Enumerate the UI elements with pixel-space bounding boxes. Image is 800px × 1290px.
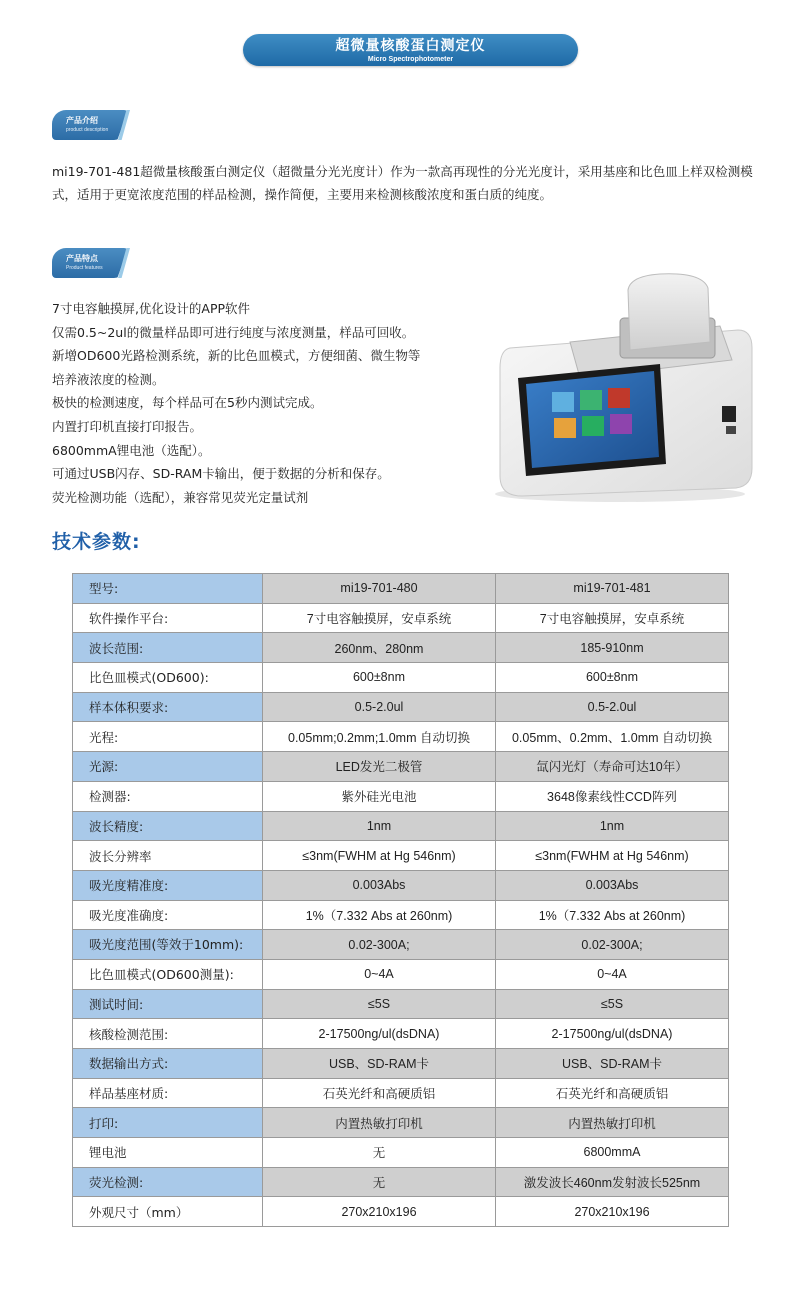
spec-value-481: 激发波长460nm发射波长525nm <box>496 1167 729 1197</box>
feature-item: 培养液浓度的检测。 <box>52 371 165 387</box>
spec-value-481: mi19-701-481 <box>496 574 729 604</box>
feature-item: 极快的检测速度，每个样品可在5秒内测试完成。 <box>52 395 323 411</box>
spec-value-480: 内置热敏打印机 <box>263 1108 496 1138</box>
table-row <box>73 752 729 782</box>
section-tag-intro-subtitle: product description <box>66 127 109 133</box>
spec-value-480: 无 <box>263 1138 496 1168</box>
spec-label: 锂电池 <box>73 1138 263 1168</box>
spec-label: 核酸检测范围: <box>73 1019 263 1049</box>
spec-value-481: 0.02-300A; <box>496 930 729 960</box>
feature-item: 可通过USB闪存、SD-RAM卡输出，便于数据的分析和保存。 <box>52 466 390 482</box>
feature-item: 内置打印机直接打印报告。 <box>52 418 203 434</box>
table-row <box>73 1078 729 1108</box>
spec-value-481: 0.5-2.0ul <box>496 692 729 722</box>
spec-label: 型号: <box>73 574 263 604</box>
spec-label: 测试时间: <box>73 989 263 1019</box>
page-subtitle: Micro Spectrophotometer <box>367 56 454 63</box>
section-tag-features-title: 产品特点 <box>66 254 98 263</box>
spec-value-481: 7寸电容触摸屏，安卓系统 <box>496 603 729 633</box>
table-row <box>73 781 729 811</box>
spec-value-480: mi19-701-480 <box>263 574 496 604</box>
feature-item: 7寸电容触摸屏,优化设计的APP软件 <box>52 301 251 316</box>
spec-value-480: 1%（7.332 Abs at 260nm) <box>263 900 496 930</box>
table-row <box>73 841 729 871</box>
spec-value-481: 1nm <box>496 811 729 841</box>
section-tag-features-subtitle: Product features <box>66 265 103 271</box>
spec-value-481: 6800mmA <box>496 1138 729 1168</box>
table-row <box>73 811 729 841</box>
spec-value-480: USB、SD-RAM卡 <box>263 1049 496 1079</box>
intro-paragraph: mi19-701-481超微量核酸蛋白测定仪（超微量分光光度计）作为一款高再现性的分光光度计，采用基座和比色皿上样双检测模式，适用于更宽浓度范围的样品检测，操作简便，主要用来检测核酸浓度和蛋白质的纯度。 <box>52 164 753 202</box>
tech-heading: 技术参数: <box>52 531 141 553</box>
spec-value-481: 270x210x196 <box>496 1197 729 1227</box>
spec-label: 数据输出方式: <box>73 1049 263 1079</box>
table-row <box>73 633 729 663</box>
spec-value-480: 260nm、280nm <box>263 633 496 663</box>
spec-value-481: ≤3nm(FWHM at Hg 546nm) <box>496 841 729 871</box>
spec-label: 波长范围: <box>73 633 263 663</box>
feature-list <box>52 297 482 509</box>
spec-value-481: ≤5S <box>496 989 729 1019</box>
table-row <box>73 1049 729 1079</box>
spec-label: 光源: <box>73 752 263 782</box>
spec-label: 样品基座材质: <box>73 1078 263 1108</box>
spec-value-481: 0.003Abs <box>496 870 729 900</box>
spec-label: 检测器: <box>73 781 263 811</box>
feature-item: 荧光检测功能（选配），兼容常见荧光定量试剂 <box>52 489 309 505</box>
spec-value-480: 0.05mm;0.2mm;1.0mm 自动切换 <box>263 722 496 752</box>
spec-value-481: 0~4A <box>496 959 729 989</box>
table-row <box>73 1197 729 1227</box>
spec-value-481: 600±8nm <box>496 663 729 693</box>
table-row <box>73 989 729 1019</box>
spec-value-480: ≤5S <box>263 989 496 1019</box>
table-row <box>73 870 729 900</box>
spec-value-481: 石英光纤和高硬质铝 <box>496 1078 729 1108</box>
table-row <box>73 930 729 960</box>
spec-label: 吸光度精准度: <box>73 870 263 900</box>
spec-value-480: LED发光二极管 <box>263 752 496 782</box>
table-row <box>73 1167 729 1197</box>
spec-value-480: 0~4A <box>263 959 496 989</box>
table-row <box>73 1138 729 1168</box>
product-image <box>470 268 760 508</box>
feature-item: 仅需0.5~2ul的微量样品即可进行纯度与浓度测量，样品可回收。 <box>52 324 415 340</box>
table-row <box>73 1108 729 1138</box>
feature-item: 6800mmA锂电池（选配）。 <box>52 442 211 458</box>
spec-value-480: 600±8nm <box>263 663 496 693</box>
spec-value-480: 2-17500ng/ul(dsDNA) <box>263 1019 496 1049</box>
spec-table <box>72 573 729 1227</box>
spec-value-481: 氙闪光灯（寿命可达10年） <box>496 752 729 782</box>
spec-value-480: ≤3nm(FWHM at Hg 546nm) <box>263 841 496 871</box>
spec-label: 比色皿模式(OD600): <box>73 663 263 693</box>
spec-value-481: 内置热敏打印机 <box>496 1108 729 1138</box>
spec-value-480: 1nm <box>263 811 496 841</box>
spec-value-481: 0.05mm、0.2mm、1.0mm 自动切换 <box>496 722 729 752</box>
spec-value-480: 7寸电容触摸屏，安卓系统 <box>263 603 496 633</box>
spec-value-481: 185-910nm <box>496 633 729 663</box>
spec-label: 波长分辨率 <box>73 841 263 871</box>
spec-value-480: 0.02-300A; <box>263 930 496 960</box>
spec-label: 比色皿模式(OD600测量): <box>73 959 263 989</box>
spec-value-480: 石英光纤和高硬质铝 <box>263 1078 496 1108</box>
table-row <box>73 603 729 633</box>
spec-value-481: USB、SD-RAM卡 <box>496 1049 729 1079</box>
spec-label: 吸光度范围(等效于10mm): <box>73 930 263 960</box>
section-tag-intro-title: 产品介绍 <box>66 116 98 125</box>
table-row <box>73 1019 729 1049</box>
spec-value-481: 3648像素线性CCD阵列 <box>496 781 729 811</box>
section-tag-features <box>52 248 128 278</box>
table-row <box>73 900 729 930</box>
spec-label: 荧光检测: <box>73 1167 263 1197</box>
spec-value-480: 紫外硅光电池 <box>263 781 496 811</box>
spec-label: 外观尺寸（mm） <box>73 1197 263 1227</box>
spec-value-480: 0.003Abs <box>263 870 496 900</box>
table-row <box>73 722 729 752</box>
table-row <box>73 574 729 604</box>
spec-label: 波长精度: <box>73 811 263 841</box>
table-row <box>73 959 729 989</box>
feature-item: 新增OD600光路检测系统，新的比色皿模式，方便细菌、微生物等 <box>52 348 421 364</box>
page-title: 超微量核酸蛋白测定仪 <box>335 38 486 54</box>
spec-value-480: 无 <box>263 1167 496 1197</box>
spec-value-480: 270x210x196 <box>263 1197 496 1227</box>
table-row <box>73 663 729 693</box>
spec-label: 软件操作平台: <box>73 603 263 633</box>
spec-label: 样本体积要求: <box>73 692 263 722</box>
title-banner <box>243 34 578 66</box>
spec-label: 吸光度准确度: <box>73 900 263 930</box>
table-row <box>73 692 729 722</box>
section-tag-intro <box>52 110 128 140</box>
spec-label: 光程: <box>73 722 263 752</box>
spec-label: 打印: <box>73 1108 263 1138</box>
spec-value-480: 0.5-2.0ul <box>263 692 496 722</box>
spec-value-481: 2-17500ng/ul(dsDNA) <box>496 1019 729 1049</box>
spec-value-481: 1%（7.332 Abs at 260nm) <box>496 900 729 930</box>
